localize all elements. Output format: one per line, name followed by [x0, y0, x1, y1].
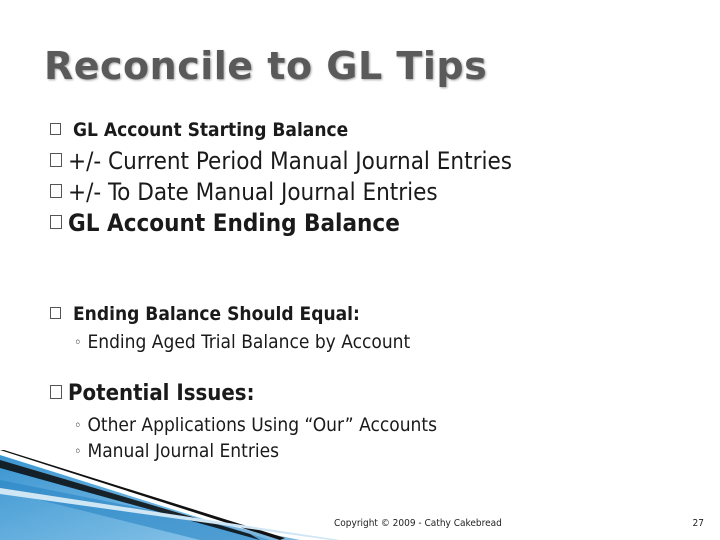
bullet-ending-balance-should-equal [50, 303, 360, 325]
slide-title: Reconcile to GL Tips [44, 44, 488, 88]
bullet-to-date-entries [50, 178, 438, 206]
circle-sub-bullet-icon: ◦ [74, 443, 82, 460]
bullet-current-period-entries [50, 147, 512, 175]
bullet-text: +/- Current Period Manual Journal Entries [68, 147, 512, 175]
sub-bullet-text: Ending Aged Trial Balance by Account [87, 331, 411, 353]
page-number: 27 [692, 518, 704, 529]
sub-bullet-aged-trial-balance [74, 331, 410, 353]
sub-bullet-text: Manual Journal Entries [87, 440, 280, 462]
bullet-text: Potential Issues: [68, 381, 255, 406]
square-bullet-icon [50, 307, 61, 319]
circle-sub-bullet-icon: ◦ [74, 334, 82, 351]
circle-sub-bullet-icon: ◦ [74, 417, 82, 434]
square-bullet-icon [50, 123, 61, 135]
bullet-text: +/- To Date Manual Journal Entries [68, 178, 438, 206]
bullet-starting-balance [50, 119, 348, 141]
bullet-text: GL Account Ending Balance [68, 209, 400, 237]
bullet-potential-issues [50, 381, 255, 406]
copyright-footer: Copyright © 2009 - Cathy Cakebread [334, 518, 502, 529]
sub-bullet-manual-journal-entries [74, 440, 279, 462]
bullet-ending-balance [50, 209, 400, 237]
sub-bullet-text: Other Applications Using “Our” Accounts [87, 414, 437, 436]
square-bullet-icon [50, 184, 62, 198]
sub-bullet-other-applications [74, 414, 437, 436]
square-bullet-icon [50, 215, 62, 229]
square-bullet-icon [50, 385, 62, 399]
bullet-text: Ending Balance Should Equal: [73, 303, 360, 325]
bullet-text: GL Account Starting Balance [73, 119, 349, 141]
square-bullet-icon [50, 153, 62, 167]
